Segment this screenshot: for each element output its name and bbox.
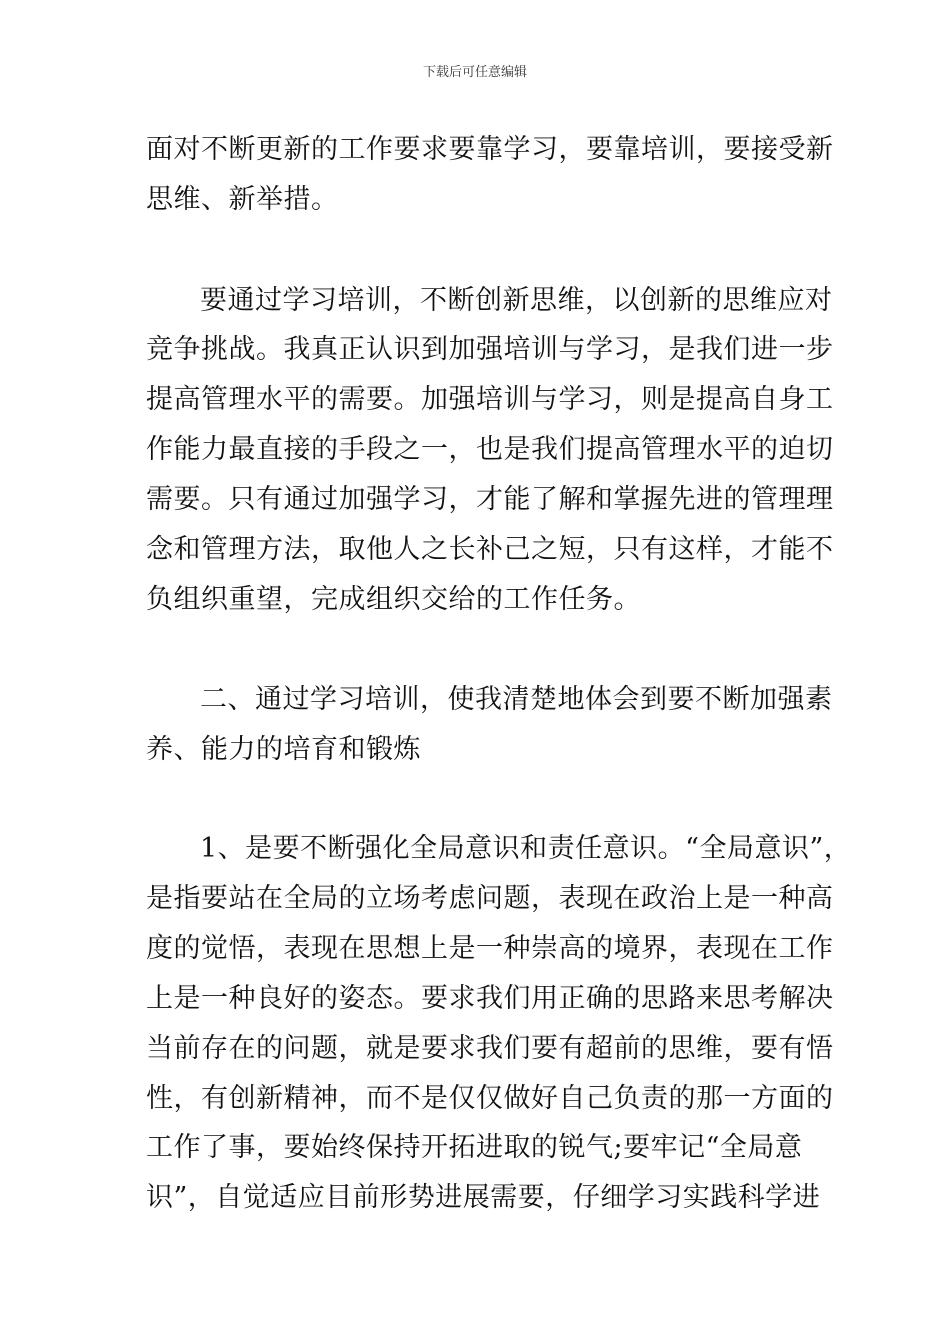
text-line: 面对不断更新的工作要求要靠学习，要靠培训，要接受新	[146, 134, 834, 165]
text-line: 1、是要不断强化全局意识和责任意识。“全局意识”，	[200, 833, 852, 864]
text-line: 性，有创新精神，而不是仅仅做好自己负责的那一方面的	[146, 1083, 834, 1114]
text-line: 负组织重望，完成组织交给的工作任务。	[146, 584, 641, 615]
text-line: 竞争挑战。我真正认识到加强培训与学习，是我们进一步	[146, 334, 834, 365]
text-line: 需要。只有通过加强学习，才能了解和掌握先进的管理理	[146, 484, 834, 515]
text-line: 工作了事，要始终保持开拓进取的锐气;要牢记“全局意	[146, 1132, 803, 1163]
text-line: 是指要站在全局的立场考虑问题，表现在政治上是一种高	[146, 883, 834, 914]
text-line: 作能力最直接的手段之一，也是我们提高管理水平的迫切	[146, 434, 834, 465]
section-heading-line: 养、能力的培育和锻炼	[146, 734, 421, 765]
text-line: 上是一种良好的姿态。要求我们用正确的思路来思考解决	[146, 983, 834, 1014]
text-line: 提高管理水平的需要。加强培训与学习，则是提高自身工	[146, 384, 834, 415]
text-line: 度的觉悟，表现在思想上是一种崇高的境界，表现在工作	[146, 933, 834, 964]
text-line: 要通过学习培训，不断创新思维，以创新的思维应对	[200, 285, 833, 316]
text-line: 识”，自觉适应目前形势进展需要，仔细学习实践科学进	[146, 1182, 821, 1213]
text-line: 当前存在的问题，就是要求我们要有超前的思维，要有悟	[146, 1033, 834, 1064]
section-heading-line: 二、通过学习培训，使我清楚地体会到要不断加强素	[200, 684, 833, 715]
page-header: 下载后可任意编辑	[422, 65, 527, 80]
text-line: 念和管理方法，取他人之长补己之短，只有这样，才能不	[146, 534, 834, 565]
text-line: 思维、新举措。	[146, 184, 339, 215]
